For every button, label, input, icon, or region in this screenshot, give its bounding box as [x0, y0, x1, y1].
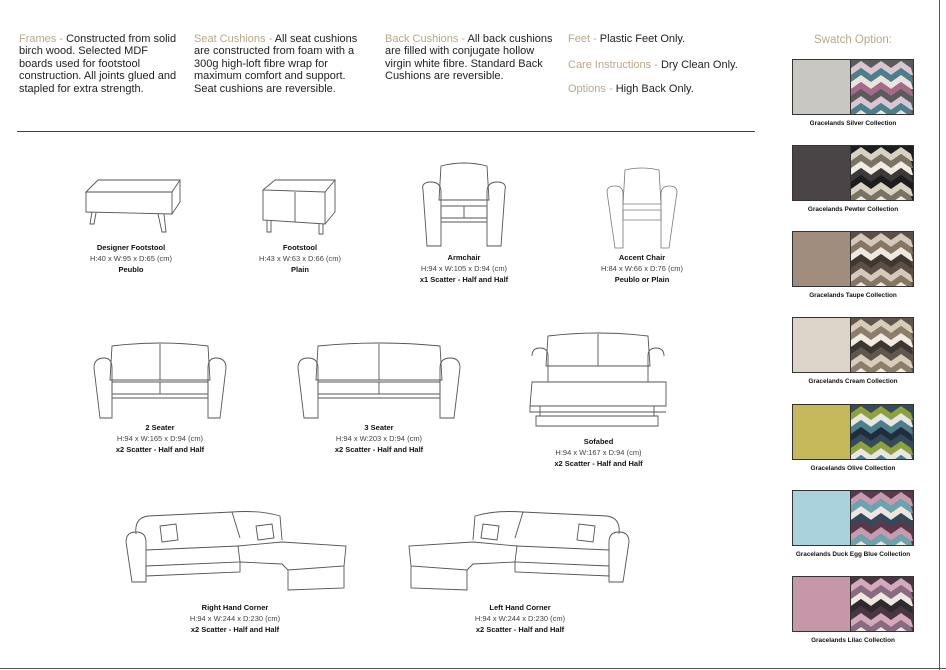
product-dims: H:43 x W:63 x D:66 (cm): [259, 254, 341, 263]
two-seater-sofa-icon: [90, 338, 230, 422]
product-dims: H:40 x W:95 x D:65 (cm): [90, 254, 172, 263]
product-dims: H:94 x W:203 x D:94 (cm): [335, 434, 423, 443]
swatch-item[interactable]: [792, 404, 914, 472]
swatch-caption: Gracelands Taupe Collection: [809, 292, 897, 299]
product-dims: H:94 x W:165 x D:94 (cm): [116, 434, 204, 443]
swatch-item[interactable]: [792, 231, 914, 299]
designer-footstool-icon: [76, 172, 186, 242]
product-note: x2 Scatter - Half and Half: [334, 445, 424, 454]
armchair-icon: [409, 160, 519, 252]
product-left-hand-corner: [403, 506, 637, 635]
accent-chair-icon: [587, 164, 697, 252]
product-note: x2 Scatter - Half and Half: [554, 459, 643, 468]
chevron-fabric-swatch: [851, 405, 913, 459]
product-right-hand-corner: [118, 506, 352, 635]
product-name: Right Hand Corner: [201, 603, 269, 612]
spec-feet: Feet - Plastic Feet Only.: [568, 33, 686, 45]
product-note: Plain: [291, 265, 309, 274]
product-dims: H:94 x W:105 x D:94 (cm): [420, 264, 508, 273]
swatch-item[interactable]: [792, 59, 914, 127]
product-note: x2 Scatter - Half and Half: [475, 625, 565, 634]
product-accent-chair: [582, 164, 702, 285]
product-note: x2 Scatter - Half and Half: [190, 625, 280, 634]
product-dims: H:94 x W:244 x D:230 (cm): [474, 614, 566, 623]
right-hand-corner-sofa-icon: [120, 506, 350, 602]
page-edge-right: [939, 0, 940, 670]
swatch-item[interactable]: [792, 490, 914, 558]
plain-fabric-swatch: [793, 146, 851, 200]
swatch-title: Swatch Option:: [814, 34, 892, 46]
three-seater-sofa-icon: [294, 338, 464, 422]
product-dims: H:94 x W:167 x D:94 (cm): [555, 448, 642, 457]
spec-text: Constructed from solid birch wood. Selected MDF boards used for footstool construction. All joints glued and stapled for extra strength.: [19, 33, 177, 95]
spec-label: Seat Cushions: [194, 33, 266, 45]
spec-text: All back cushions are filled with conjugate hollow virgin white fibre. Standard Back Cushions are reversible.: [385, 33, 553, 83]
product-name: Armchair: [447, 253, 481, 262]
spec-label: Feet: [568, 33, 591, 45]
spec-text: High Back Only.: [615, 83, 694, 95]
product-note: Peublo or Plain: [614, 275, 670, 284]
page-edge-bottom: [0, 668, 946, 669]
chevron-fabric-swatch: [851, 232, 913, 286]
product-name: Designer Footstool: [96, 243, 166, 252]
swatch-caption: Gracelands Olive Collection: [810, 465, 896, 472]
swatch-caption: Gracelands Lilac Collection: [811, 637, 895, 644]
product-footstool: [240, 172, 360, 275]
plain-fabric-swatch: [793, 232, 851, 286]
swatch-item[interactable]: [792, 317, 914, 385]
spec-text: Plastic Feet Only.: [599, 33, 686, 45]
product-note: x2 Scatter - Half and Half: [115, 445, 205, 454]
spec-options: Options - High Back Only.: [568, 83, 694, 95]
product-two-seater: [90, 338, 230, 455]
swatch-item[interactable]: [792, 145, 914, 213]
product-dims: H:94 x W:244 x D:230 (cm): [189, 614, 281, 623]
chevron-fabric-swatch: [851, 146, 913, 200]
product-note: Peublo: [118, 265, 144, 274]
spec-label: Frames: [19, 33, 57, 45]
product-name: 3 Seater: [364, 423, 394, 432]
spec-frames: Frames - Constructed from solid birch wood. Selected MDF boards used for footstool construction. All joints glued and stapled for extra strength.: [19, 33, 177, 95]
chevron-fabric-swatch: [851, 318, 913, 372]
divider: [17, 131, 755, 132]
product-name: Footstool: [282, 243, 318, 252]
product-designer-footstool: [71, 172, 191, 275]
spec-care: Care Instructions - Dry Clean Only.: [568, 59, 738, 71]
chevron-fabric-swatch: [851, 60, 913, 114]
product-dims: H:84 x W:66 x D:76 (cm): [601, 264, 683, 273]
swatch-item[interactable]: [792, 576, 914, 644]
product-name: 2 Seater: [145, 423, 175, 432]
swatch-caption: Gracelands Pewter Collection: [807, 206, 899, 213]
spec-seat-cushions: Seat Cushions - All seat cushions are constructed from foam with a 300g high-loft fibre wrap for maximum comfort and support. Seat cushions are reversible.: [194, 33, 358, 95]
product-name: Left Hand Corner: [489, 603, 551, 612]
product-sofabed: [526, 330, 671, 469]
product-name: Accent Chair: [618, 253, 666, 262]
swatch-caption: Gracelands Cream Collection: [808, 378, 898, 385]
product-three-seater: [294, 338, 464, 455]
spec-back-cushions: Back Cushions - All back cushions are filled with conjugate hollow virgin white fibre. Standard Back Cushions are reversible.: [385, 33, 553, 83]
swatch-caption: Gracelands Silver Collection: [809, 120, 897, 127]
spec-text: All seat cushions are constructed from foam with a 300g high-loft fibre wrap for maximum comfort and support. Seat cushions are reversible.: [194, 33, 358, 95]
spec-text: Dry Clean Only.: [660, 59, 738, 71]
spec-label: Back Cushions: [385, 33, 459, 45]
left-hand-corner-sofa-icon: [405, 506, 635, 602]
spec-label: Care Instructions: [568, 59, 652, 71]
swatch-caption: Gracelands Duck Egg Blue Collection: [795, 551, 911, 558]
product-name: Sofabed: [583, 437, 614, 446]
sofabed-icon: [526, 330, 671, 436]
spec-label: Options: [568, 83, 606, 95]
product-armchair: [404, 160, 524, 285]
footstool-icon: [245, 172, 355, 242]
chevron-fabric-swatch: [851, 491, 913, 545]
plain-fabric-swatch: [793, 491, 851, 545]
plain-fabric-swatch: [793, 318, 851, 372]
plain-fabric-swatch: [793, 405, 851, 459]
plain-fabric-swatch: [793, 60, 851, 114]
product-note: x1 Scatter - Half and Half: [419, 275, 509, 284]
plain-fabric-swatch: [793, 577, 851, 631]
chevron-fabric-swatch: [851, 577, 913, 631]
